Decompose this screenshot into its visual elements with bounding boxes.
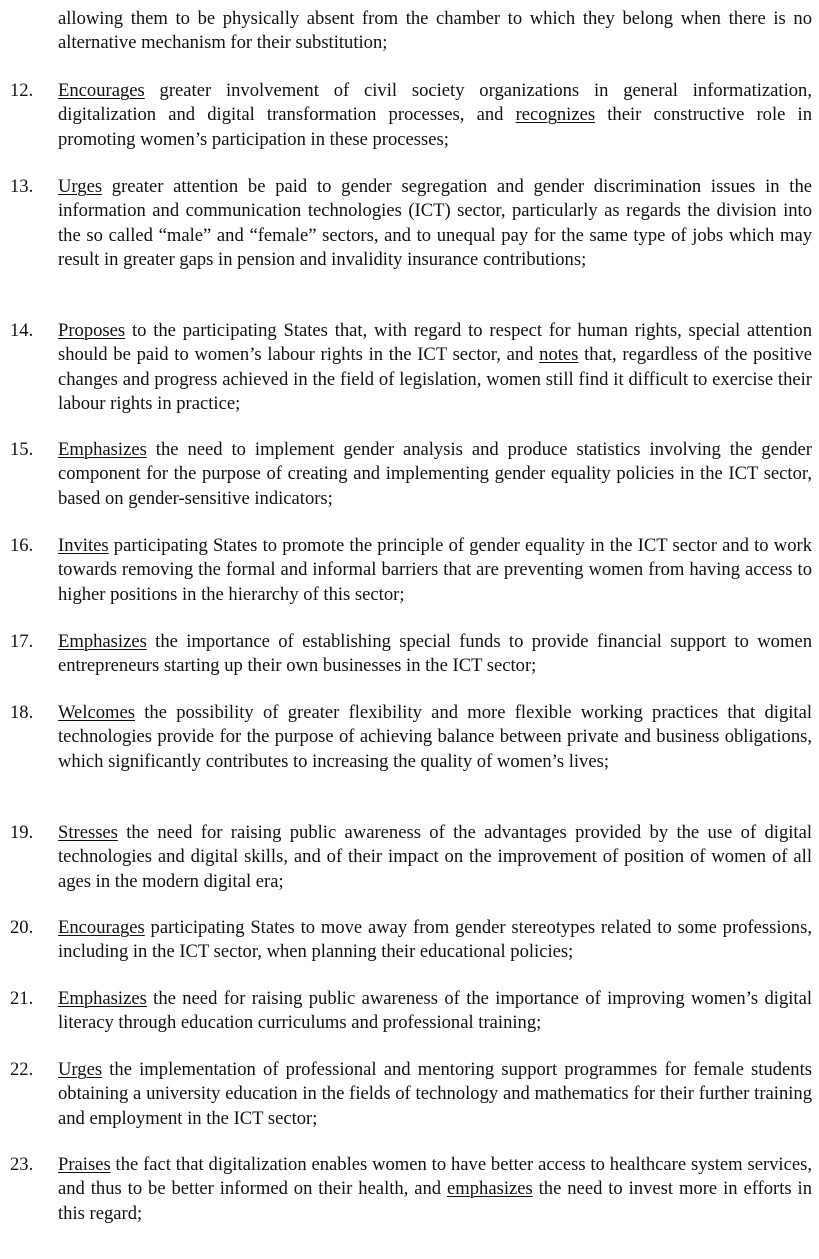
paragraph-segment: the need for raising public awareness of the advantages provided by the use of digital technologies and digital skills, and of their impact on the improvement of position of women of all ages in the modern digital era;	[58, 822, 812, 892]
paragraph-text	[58, 916, 812, 965]
paragraph-text	[58, 701, 812, 774]
paragraph-text	[58, 1058, 812, 1131]
paragraph-text	[58, 821, 812, 894]
paragraph-text	[58, 987, 812, 1036]
operative-verb: Stresses	[58, 822, 118, 843]
paragraph-number: 21.	[10, 988, 34, 1009]
operative-verb: Encourages	[58, 80, 145, 101]
paragraph-number: 20.	[10, 917, 34, 938]
paragraph-segment: the need to invest more in efforts in this regard;	[58, 1178, 813, 1224]
operative-verb: emphasizes	[447, 1178, 533, 1200]
paragraph-number: 12.	[10, 80, 34, 101]
paragraph-text	[58, 319, 812, 416]
paragraph-number: 22.	[10, 1059, 34, 1080]
paragraph-segment: participating States to promote the principle of gender equality in the ICT sector and to work towards removing the formal and informal barriers that are preventing women from having access to higher positions in the hierarchy of this sector;	[58, 535, 812, 605]
paragraph-number: 14.	[10, 320, 34, 341]
paragraph-segment: participating States to move away from gender stereotypes related to some professions, including in the ICT sector, when planning their educational policies;	[58, 917, 812, 963]
paragraph-segment: that, regardless of the positive changes and progress achieved in the field of legislation, women still find it difficult to exercise their labour rights in practice;	[58, 344, 812, 414]
paragraph-number: 18.	[10, 702, 34, 723]
paragraph-segment: the implementation of professional and mentoring support programmes for female students obtaining a university education in the fields of technology and mathematics for their further training and employment in the ICT sector;	[58, 1059, 812, 1129]
operative-verb: Praises	[58, 1154, 111, 1175]
paragraph-segment: the importance of establishing special funds to provide financial support to women entrepreneurs starting up their own businesses in the ICT sector;	[58, 631, 812, 677]
operative-verb: Emphasizes	[58, 439, 147, 460]
paragraph-segment: greater attention be paid to gender segregation and gender discrimination issues in the information and communication technologies (ICT) sector, particularly as regards the division into the so called “male” and “female” sectors, and to unequal pay for the same type of jobs which may result in greater gaps in pension and invalidity insurance contributions;	[58, 176, 812, 270]
paragraph-text	[58, 534, 812, 607]
paragraph-text	[58, 438, 812, 511]
paragraph-number: 13.	[10, 176, 34, 197]
operative-verb: Encourages	[58, 917, 145, 938]
operative-verb: Urges	[58, 176, 103, 197]
operative-verb: Welcomes	[58, 702, 135, 723]
paragraph-text	[58, 79, 812, 152]
paragraph-segment: the possibility of greater flexibility and more flexible working practices that digital technologies provide for the purpose of achieving balance between private and business obligations, which significantly contributes to increasing the quality of women’s lives;	[58, 702, 812, 772]
operative-verb: notes	[539, 344, 579, 366]
paragraph-segment: their constructive role in promoting women’s participation in these processes;	[58, 104, 812, 150]
paragraph-number: 15.	[10, 439, 34, 460]
paragraph-number: 19.	[10, 822, 34, 843]
paragraph-text	[58, 1153, 812, 1226]
operative-verb: Invites	[58, 535, 109, 556]
paragraph-number: 23.	[10, 1154, 34, 1175]
operative-verb: Proposes	[58, 320, 126, 341]
paragraph-segment: to the participating States that, with regard to respect for human rights, special attention should be paid to women’s labour rights in the ICT sector, and	[58, 320, 812, 366]
operative-verb: Emphasizes	[58, 631, 147, 652]
paragraph-text	[58, 630, 812, 679]
continuation-paragraph	[58, 7, 812, 56]
operative-verb: Emphasizes	[58, 988, 147, 1009]
continuation-text: allowing them to be physically absent from the chamber to which they belong when there is no alternative mechanism for their substitution;	[58, 8, 812, 54]
paragraph-segment: greater involvement of civil society organizations in general informatization, digitalization and digital transformation processes, and	[58, 80, 812, 126]
paragraph-number: 16.	[10, 535, 34, 556]
paragraph-segment: the need for raising public awareness of the importance of improving women’s digital literacy through education curriculums and professional training;	[58, 988, 812, 1034]
operative-verb: recognizes	[515, 104, 596, 126]
paragraph-number: 17.	[10, 631, 34, 652]
paragraph-text	[58, 175, 812, 272]
paragraph-segment: the fact that digitalization enables women to have better access to healthcare system services, and thus to be better informed on their health, and	[58, 1154, 812, 1200]
paragraph-segment: the need to implement gender analysis and produce statistics involving the gender component for the purpose of creating and implementing gender equality policies in the ICT sector, based on gender-sensitive indicators;	[58, 439, 812, 509]
operative-verb: Urges	[58, 1059, 103, 1080]
